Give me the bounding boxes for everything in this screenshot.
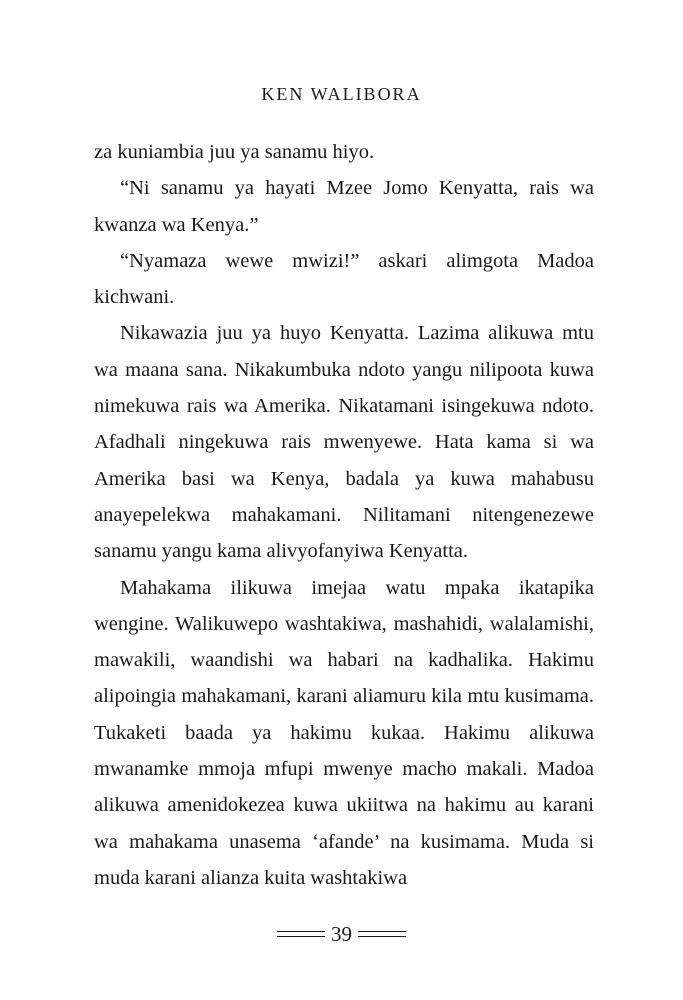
page-folio [0, 922, 683, 946]
paragraph: Mahakama ilikuwa imejaa watu mpaka ikatapika wengine. Walikuwepo washtakiwa, mashahidi, walalamishi, mawakili, waandishi wa habari na kadhalika. Hakimu alipoingia mahakamani, karani aliamuru kila mtu kusimama. Tukaketi baada ya hakimu kukaa. Hakimu alikuwa mwanamke mmoja mfupi mwenye macho makali. Madoa alikuwa amenidokezea kuwa ukiitwa na hakimu au karani wa mahakama unasema ‘afande’ na kusimama. Muda si muda karani alianza kuita washtakiwa [94, 576, 594, 889]
paragraph: “Ni sanamu ya hayati Mzee Jomo Kenyatta, rais wa kwanza wa Kenya.” [94, 177, 594, 236]
running-head: KEN WALIBORA [261, 84, 422, 104]
folio-rule-right [358, 931, 406, 937]
paragraph-continuation: za kuniambia juu ya sanamu hiyo. [94, 141, 375, 163]
paragraph: “Nyamaza wewe mwizi!” askari alimgota Madoa kichwani. [94, 249, 594, 309]
folio-rule-left [277, 931, 325, 937]
body-text [94, 134, 594, 896]
paragraph: Nikawazia juu ya huyo Kenyatta. Lazima alikuwa mtu wa maana sana. Nikakumbuka ndoto yangu nilipoota kuwa nimekuwa rais wa Amerika. Nikatamani isingekuwa ndoto. Afadhali ningekuwa rais mwenyewe. Hata kama si wa Amerika basi wa Kenya, badala ya kuwa mahabusu anayepelekwa mahakamani. Nilitamani nitengenezewe sanamu yangu kama alivyofanyiwa Kenyatta. [94, 322, 594, 563]
page-number: 39 [331, 922, 352, 946]
